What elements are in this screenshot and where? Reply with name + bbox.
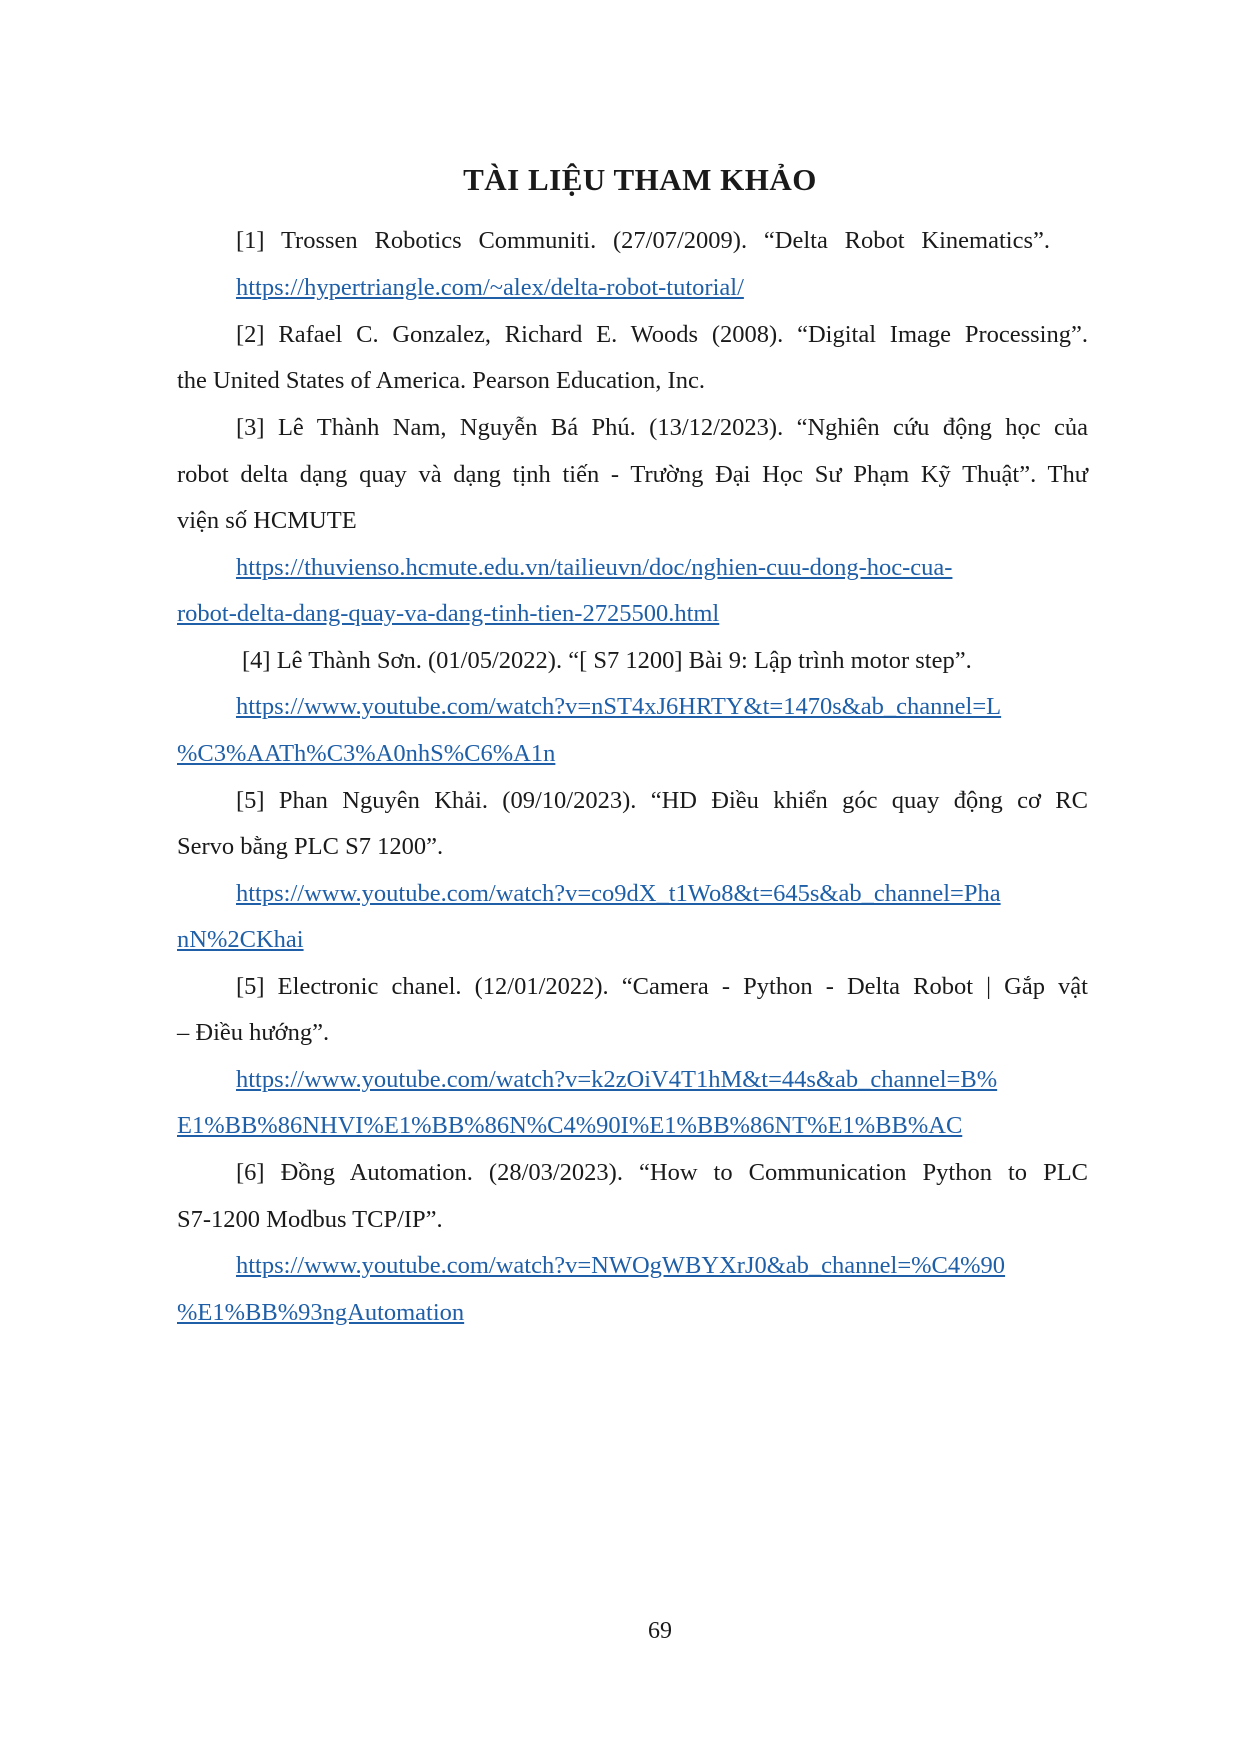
reference-5b-text-line-2: – Điều hướng”. bbox=[177, 1019, 330, 1046]
reference-3-text-line-3: viện số HCMUTE bbox=[177, 507, 357, 534]
reference-3-link-part-1[interactable]: https://thuvienso.hcmute.edu.vn/tailieuvn/doc/nghien-cuu-dong-hoc-cua- bbox=[236, 554, 953, 581]
reference-5a-link-line-2 bbox=[177, 923, 304, 957]
reference-4-link-line-2 bbox=[177, 737, 555, 771]
reference-3-link-part-2[interactable]: robot-delta-dang-quay-va-dang-tinh-tien-2725500.html bbox=[177, 600, 720, 627]
reference-5b-link-part-2[interactable]: E1%BB%86NHVI%E1%BB%86N%C4%90I%E1%BB%86NT%E1%BB%AC bbox=[177, 1112, 963, 1139]
reference-3-text-line-1: [3] Lê Thành Nam, Nguyễn Bá Phú. (13/12/2023). “Nghiên cứu động học của bbox=[236, 414, 1088, 441]
reference-5a-link-line-1 bbox=[236, 877, 1001, 911]
reference-3-link-line-2 bbox=[177, 597, 719, 631]
reference-5a-link-part-2[interactable]: nN%2CKhai bbox=[177, 926, 304, 953]
reference-5a-text-line-2: Servo bằng PLC S7 1200”. bbox=[177, 833, 444, 860]
reference-6-link-part-1[interactable]: https://www.youtube.com/watch?v=NWOgWBYXrJ0&ab_channel=%C4%90 bbox=[236, 1252, 1006, 1279]
reference-5a-text-line-1: [5] Phan Nguyên Khải. (09/10/2023). “HD Điều khiển góc quay động cơ RC bbox=[236, 787, 1088, 814]
page-number: 69 bbox=[648, 1618, 672, 1644]
page-title: TÀI LIỆU THAM KHẢO bbox=[463, 162, 817, 197]
reference-2-text-line-1: [2] Rafael C. Gonzalez, Richard E. Woods (2008). “Digital Image Processing”. bbox=[236, 321, 1088, 348]
reference-3-link-line-1 bbox=[236, 551, 952, 585]
reference-6-link-line-2 bbox=[177, 1296, 464, 1330]
reference-4-text: [4] Lê Thành Sơn. (01/05/2022). “[ S7 1200] Bài 9: Lập trình motor step”. bbox=[242, 647, 972, 674]
reference-5a-link-part-1[interactable]: https://www.youtube.com/watch?v=co9dX_t1Wo8&t=645s&ab_channel=Pha bbox=[236, 880, 1001, 907]
reference-6-text-line-1: [6] Đồng Automation. (28/03/2023). “How to Communication Python to PLC bbox=[236, 1159, 1088, 1186]
reference-6-text-line-2: S7-1200 Modbus TCP/IP”. bbox=[177, 1206, 443, 1233]
reference-4-link-part-2[interactable]: %C3%AATh%C3%A0nhS%C6%A1n bbox=[177, 740, 556, 767]
reference-4-link-part-1[interactable]: https://www.youtube.com/watch?v=nST4xJ6HRTY&t=1470s&ab_channel=L bbox=[236, 693, 1002, 720]
reference-4-link-line-1 bbox=[236, 690, 1001, 724]
reference-2-text-line-2: the United States of America. Pearson Education, Inc. bbox=[177, 367, 705, 394]
reference-1-text: [1] Trossen Robotics Communiti. (27/07/2009). “Delta Robot Kinematics”. bbox=[236, 227, 1050, 254]
reference-3-text-line-2: robot delta dạng quay và dạng tịnh tiến - Trường Đại Học Sư Phạm Kỹ Thuật”. Thư bbox=[177, 461, 1088, 488]
reference-6-link-part-2[interactable]: %E1%BB%93ngAutomation bbox=[177, 1299, 465, 1326]
reference-5b-text-line-1: [5] Electronic chanel. (12/01/2022). “Camera - Python - Delta Robot | Gắp vật bbox=[236, 973, 1088, 1000]
reference-5b-link-line-2 bbox=[177, 1109, 962, 1143]
reference-5b-link-part-1[interactable]: https://www.youtube.com/watch?v=k2zOiV4T1hM&t=44s&ab_channel=B% bbox=[236, 1066, 998, 1093]
reference-1-link-line bbox=[236, 271, 744, 305]
reference-6-link-line-1 bbox=[236, 1249, 1005, 1283]
reference-5b-link-line-1 bbox=[236, 1063, 997, 1097]
reference-1-link[interactable]: https://hypertriangle.com/~alex/delta-robot-tutorial/ bbox=[236, 274, 744, 301]
